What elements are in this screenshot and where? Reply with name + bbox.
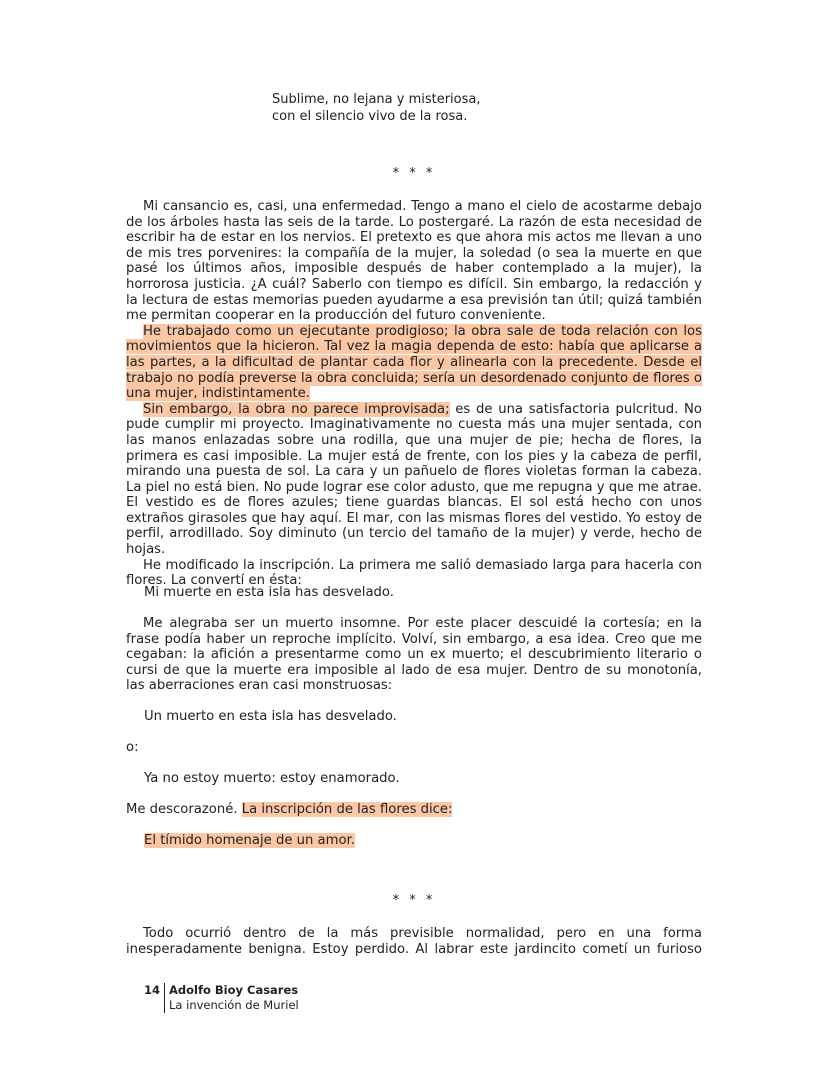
page-number: 14: [144, 983, 165, 1013]
paragraph: [126, 402, 702, 558]
footer-info: [169, 983, 299, 1013]
verse-line: Sublime, no lejana y misteriosa,: [272, 92, 481, 107]
inscription-quote: Ya no estoy muerto: estoy enamorado.: [144, 771, 400, 786]
descorazone-line: [126, 802, 452, 818]
verse-line: con el silencio vivo de la rosa.: [272, 109, 468, 124]
inscription-quote: Mi muerte en esta isla has desvelado.: [144, 585, 394, 600]
section-separator: * * *: [392, 893, 436, 908]
paragraph-text: es de una satisfactoria pulcritud. No pude cumplir mi proyecto. Imaginativamente no cuesta más una mujer sentada, con las manos enlazadas sobre una rodilla, que una mujer de pie; hecha de flores, la primera es casi imposible. La mujer está de frente, con los pies y la cabeza de perfil, mirando una puesta de sol. La cara y un pañuelo de flores violetas forman la cabeza. La piel no está bien. No pude lograr ese color adusto, que me repugna y que me atrae. El vestido es de flores azules; tiene guardas blancas. El sol está hecho con unos extraños girasoles que hay aquí. El mar, con las mismas flores del vestido. Yo estoy de perfil, arrodillado. Soy diminuto (un tercio del tamaño de la mujer) y verde, hecho de hojas.: [126, 401, 702, 558]
body-block-1: [126, 199, 702, 589]
footer-title: La invención de Muriel: [169, 998, 299, 1012]
highlight: La inscripción de las flores dice:: [241, 802, 453, 817]
paragraph: Me alegraba ser un muerto insomne. Por este placer descuidé la cortesía; en la frase podía haber un reproche implícito. Volví, sin embargo, a esa idea. Creo que me cegaban: la afición a presentarme como un ex muerto; el descubrimiento literario o cursi de que la muerte era imposible al lado de esa mujer. Dentro de su monotonía, las aberraciones eran casi monstruosas:: [126, 616, 702, 694]
inscription-quote: Un muerto en esta isla has desvelado.: [144, 709, 397, 724]
paragraph: Todo ocurrió dentro de la más previsible normalidad, pero en una forma inesperadamente benigna. Estoy perdido. Al labrar este jardincito cometí un furioso: [126, 926, 702, 957]
line-text: Me descorazoné.: [126, 802, 238, 817]
highlight: Sin embargo, la obra no parece improvisada;: [143, 401, 450, 417]
page-footer: [144, 983, 299, 1013]
body-block-3: [126, 926, 702, 957]
paragraph-highlighted: [126, 324, 702, 402]
footer-author: Adolfo Bioy Casares: [169, 983, 299, 997]
body-block-2: [126, 616, 702, 694]
highlight: He trabajado como un ejecutante prodigioso; la obra sale de toda relación con los movimientos que la hicieron. Tal vez la magia dependa de esto: había que aplicarse a las partes, a la dificultad de plantar cada flor y alinearla con la precedente. Desde el trabajo no podía preverse la obra concluida; sería un desordenado conjunto de flores o una mujer, indistintamente.: [126, 323, 702, 402]
verse-block: [272, 91, 481, 125]
or-line: o:: [126, 740, 139, 755]
inscription-quote-highlighted: [144, 833, 355, 849]
highlight: El tímido homenaje de un amor.: [144, 833, 355, 848]
paragraph: He modificado la inscripción. La primera me salió demasiado larga para hacerla con flores. La convertí en ésta:: [126, 557, 702, 589]
section-separator: * * *: [392, 166, 436, 181]
paragraph: Mi cansancio es, casi, una enfermedad. Tengo a mano el cielo de acostarme debajo de los árboles hasta las seis de la tarde. Lo postergaré. La razón de esta necesidad de escribir ha de estar en los nervios. El pretexto es que ahora mis actos me llevan a uno de mis tres porvenires: la compañía de la mujer, la soledad (o sea la muerte en que pasé los últimos años, imposible después de haber contemplado a la mujer), la horrorosa justicia. ¿A cuál? Saberlo con tiempo es difícil. Sin embargo, la redacción y la lectura de estas memorias pueden ayudarme a esa previsión tan útil; quizá también me permitan cooperar en la producción del futuro conveniente.: [126, 199, 702, 324]
